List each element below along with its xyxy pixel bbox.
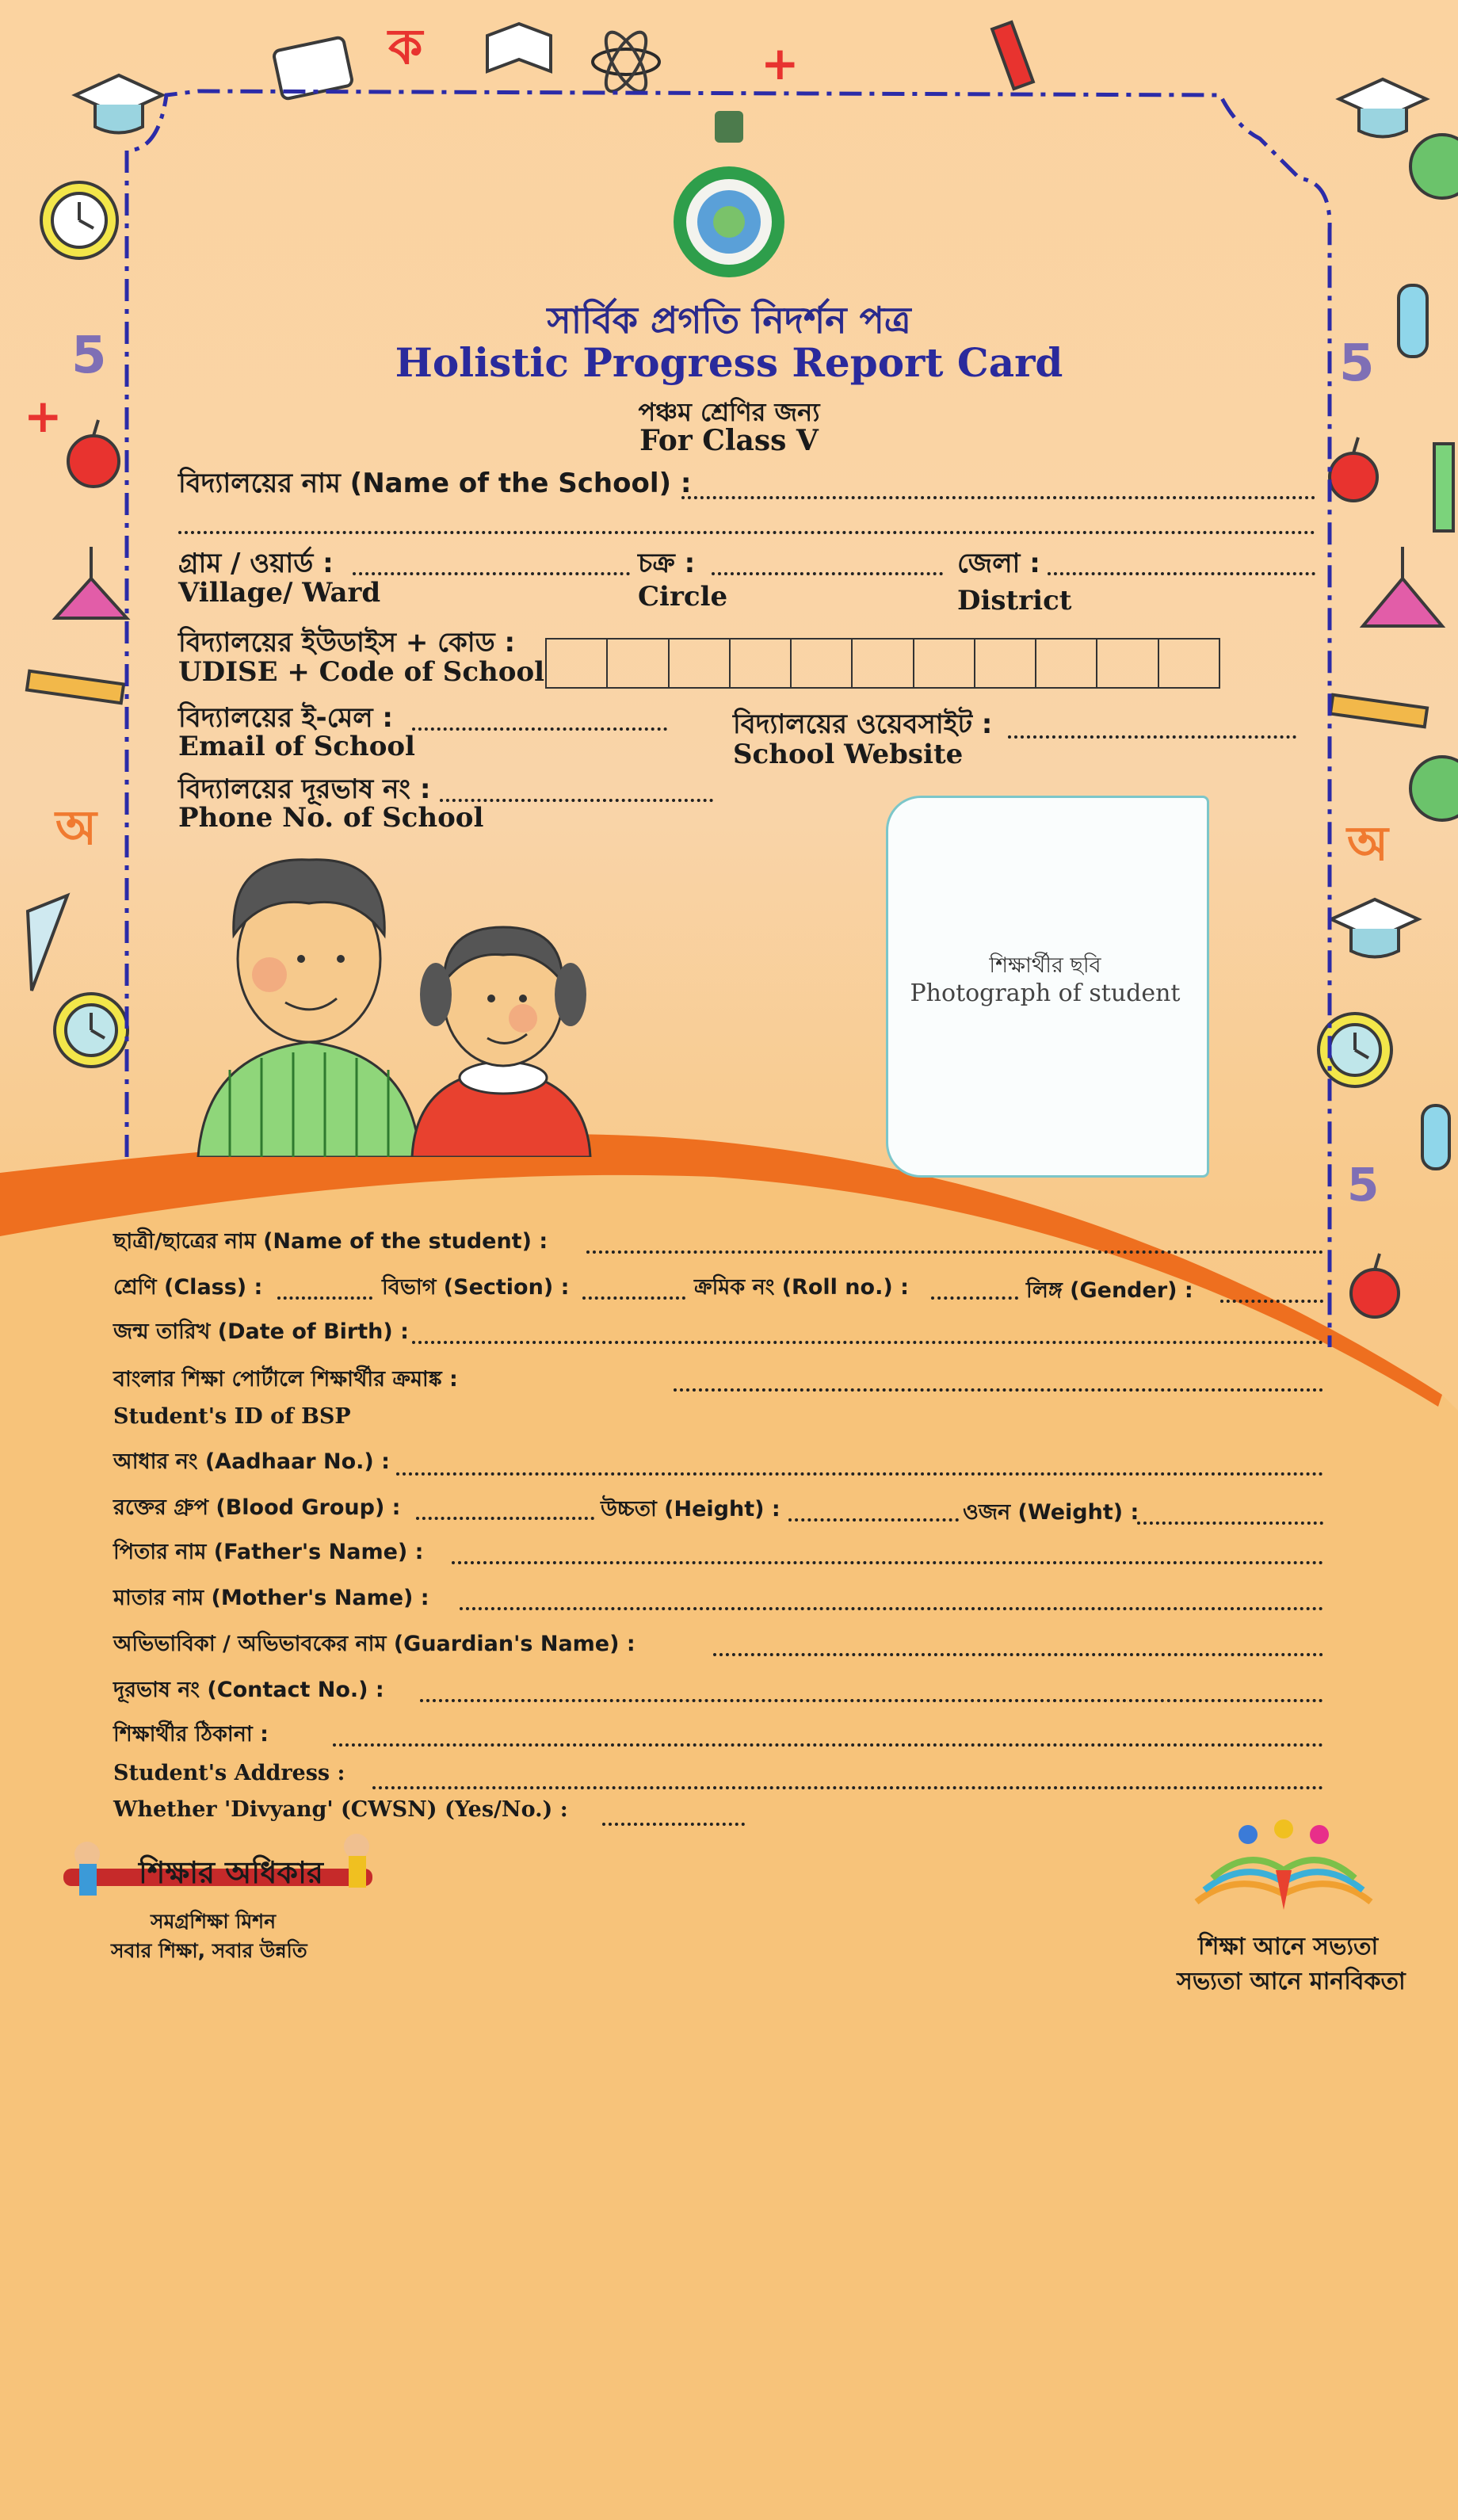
samagra-shiksha-logo bbox=[1189, 1815, 1379, 1918]
website-label-en: School Website bbox=[733, 739, 964, 770]
contact-label: দূরভাষ নং (Contact No.) : bbox=[113, 1678, 384, 1702]
divyang-label: Whether 'Divyang' (CWSN) (Yes/No.) : bbox=[113, 1797, 568, 1822]
gender-label: লিঙ্গ (Gender) : bbox=[1026, 1278, 1193, 1303]
school-name-line-2[interactable] bbox=[178, 531, 1315, 534]
blood-group-label: রক্তের গ্রুপ (Blood Group) : bbox=[113, 1495, 401, 1520]
circle-label-en: Circle bbox=[638, 581, 728, 613]
udise-label-bn: বিদ্যালয়ের ইউডাইস + কোড : bbox=[178, 627, 516, 659]
aadhaar-line[interactable] bbox=[396, 1472, 1323, 1476]
village-label-bn: গ্রাম / ওয়ার্ড : bbox=[178, 548, 334, 579]
udise-digit-box[interactable] bbox=[975, 640, 1036, 687]
gender-line[interactable] bbox=[1220, 1300, 1323, 1303]
udise-digit-box[interactable] bbox=[1036, 640, 1097, 687]
bsp-label-en: Student's ID of BSP bbox=[113, 1404, 351, 1429]
blood-group-line[interactable] bbox=[416, 1517, 594, 1520]
footer-left-mission: সমগ্রশিক্ষা মিশন bbox=[151, 1910, 277, 1933]
student-name-line[interactable] bbox=[586, 1250, 1323, 1254]
address-label-en: Student's Address : bbox=[113, 1761, 345, 1785]
height-line[interactable] bbox=[788, 1518, 959, 1522]
bengali-letter-doodle: অ bbox=[1347, 816, 1388, 872]
email-label-bn: বিদ্যালয়ের ই-মেল : bbox=[178, 702, 394, 734]
height-label: উচ্চতা (Height) : bbox=[601, 1497, 781, 1522]
udise-digit-box[interactable] bbox=[853, 640, 914, 687]
circle-label-bn: চক্র : bbox=[638, 548, 696, 579]
address-label-bn: শিক্ষার্থীর ঠিকানা : bbox=[113, 1722, 269, 1747]
weight-label: ওজন (Weight) : bbox=[963, 1500, 1139, 1525]
numeral-five-doodle: 5 bbox=[71, 326, 107, 385]
plus-sign-doodle: + bbox=[24, 389, 63, 443]
bsp-label-bn: বাংলার শিক্ষা পোর্টালে শিক্ষার্থীর ক্রমাঙ্ক : bbox=[113, 1367, 458, 1392]
footer-left-slogan: সবার শিক্ষা, সবার উন্নতি bbox=[111, 1939, 307, 1962]
section-line[interactable] bbox=[582, 1296, 685, 1300]
footer-right-line1: শিক্ষা আনে সভ্যতা bbox=[1198, 1933, 1379, 1961]
numeral-five-doodle: 5 bbox=[1339, 334, 1375, 393]
section-label: বিভাগ (Section) : bbox=[382, 1275, 570, 1300]
footer-left-title: শিক্ষার অধিকার bbox=[139, 1855, 323, 1890]
footer-right-line2: সভ্যতা আনে মানবিকতা bbox=[1177, 1968, 1406, 1995]
title-english: Holistic Progress Report Card bbox=[395, 339, 1063, 386]
udise-digit-box[interactable] bbox=[1097, 640, 1158, 687]
email-label-en: Email of School bbox=[178, 731, 415, 762]
divyang-line[interactable] bbox=[602, 1823, 745, 1826]
dob-label: জন্ম তারিখ (Date of Birth) : bbox=[113, 1319, 409, 1344]
website-label-bn: বিদ্যালয়ের ওয়েবসাইট : bbox=[733, 708, 993, 740]
bengali-letter-doodle: ক bbox=[388, 17, 423, 75]
village-label-en: Village/ Ward bbox=[178, 577, 381, 609]
roll-label: ক্রমিক নং (Roll no.) : bbox=[694, 1275, 909, 1300]
udise-code-boxes[interactable] bbox=[545, 638, 1220, 689]
weight-line[interactable] bbox=[1137, 1522, 1323, 1525]
school-name-line[interactable] bbox=[681, 496, 1315, 499]
school-name-label: বিদ্যালয়ের নাম (Name of the School) : bbox=[178, 468, 692, 499]
address-line-2[interactable] bbox=[372, 1786, 1323, 1789]
udise-digit-box[interactable] bbox=[792, 640, 853, 687]
numeral-five-doodle: 5 bbox=[1347, 1158, 1380, 1212]
mother-name-line[interactable] bbox=[460, 1607, 1323, 1610]
phone-label-bn: বিদ্যালয়ের দূরভাষ নং : bbox=[178, 773, 431, 805]
class-label: শ্রেণি (Class) : bbox=[113, 1275, 263, 1300]
udise-digit-box[interactable] bbox=[670, 640, 731, 687]
udise-digit-box[interactable] bbox=[547, 640, 608, 687]
dob-line[interactable] bbox=[412, 1341, 1323, 1344]
student-name-label: ছাত্রী/ছাত্রের নাম (Name of the student) : bbox=[113, 1229, 548, 1254]
class-bengali: পঞ্চম শ্রেণির জন্য bbox=[638, 397, 820, 427]
plus-sign-doodle: + bbox=[761, 36, 800, 90]
circle-line[interactable] bbox=[712, 572, 943, 575]
title-bengali: সার্বিক প্রগতি নিদর্শন পত্র bbox=[547, 299, 911, 342]
father-name-line[interactable] bbox=[452, 1561, 1323, 1564]
phone-label-en: Phone No. of School bbox=[178, 802, 484, 834]
district-label-en: District bbox=[957, 585, 1072, 617]
bengali-letter-doodle: অ bbox=[55, 800, 97, 856]
roll-line[interactable] bbox=[931, 1296, 1018, 1300]
father-name-label: পিতার নাম (Father's Name) : bbox=[113, 1540, 424, 1564]
mother-name-label: মাতার নাম (Mother's Name) : bbox=[113, 1586, 429, 1610]
class-english: For Class V bbox=[639, 424, 819, 457]
guardian-name-line[interactable] bbox=[713, 1653, 1323, 1656]
children-illustration bbox=[174, 840, 642, 1157]
class-line[interactable] bbox=[277, 1296, 372, 1300]
village-line[interactable] bbox=[353, 572, 630, 575]
udise-digit-box[interactable] bbox=[731, 640, 792, 687]
udise-digit-box[interactable] bbox=[914, 640, 975, 687]
aadhaar-label: আধার নং (Aadhaar No.) : bbox=[113, 1449, 390, 1474]
email-line[interactable] bbox=[412, 727, 667, 731]
state-emblem-logo bbox=[667, 111, 791, 277]
website-line[interactable] bbox=[1008, 735, 1296, 739]
district-line[interactable] bbox=[1048, 572, 1315, 575]
address-line[interactable] bbox=[333, 1743, 1323, 1747]
district-label-bn: জেলা : bbox=[957, 548, 1040, 579]
udise-digit-box[interactable] bbox=[608, 640, 669, 687]
udise-label-en: UDISE + Code of School bbox=[178, 656, 545, 688]
contact-line[interactable] bbox=[420, 1699, 1323, 1702]
guardian-name-label: অভিভাবিকা / অভিভাবকের নাম (Guardian's Name) : bbox=[113, 1632, 635, 1656]
bsp-line[interactable] bbox=[674, 1388, 1323, 1392]
udise-digit-box[interactable] bbox=[1159, 640, 1219, 687]
photo-label-en: Photograph of student bbox=[910, 979, 1181, 1007]
photo-label-bn: শিক্ষার্থীর ছবি bbox=[989, 953, 1101, 978]
